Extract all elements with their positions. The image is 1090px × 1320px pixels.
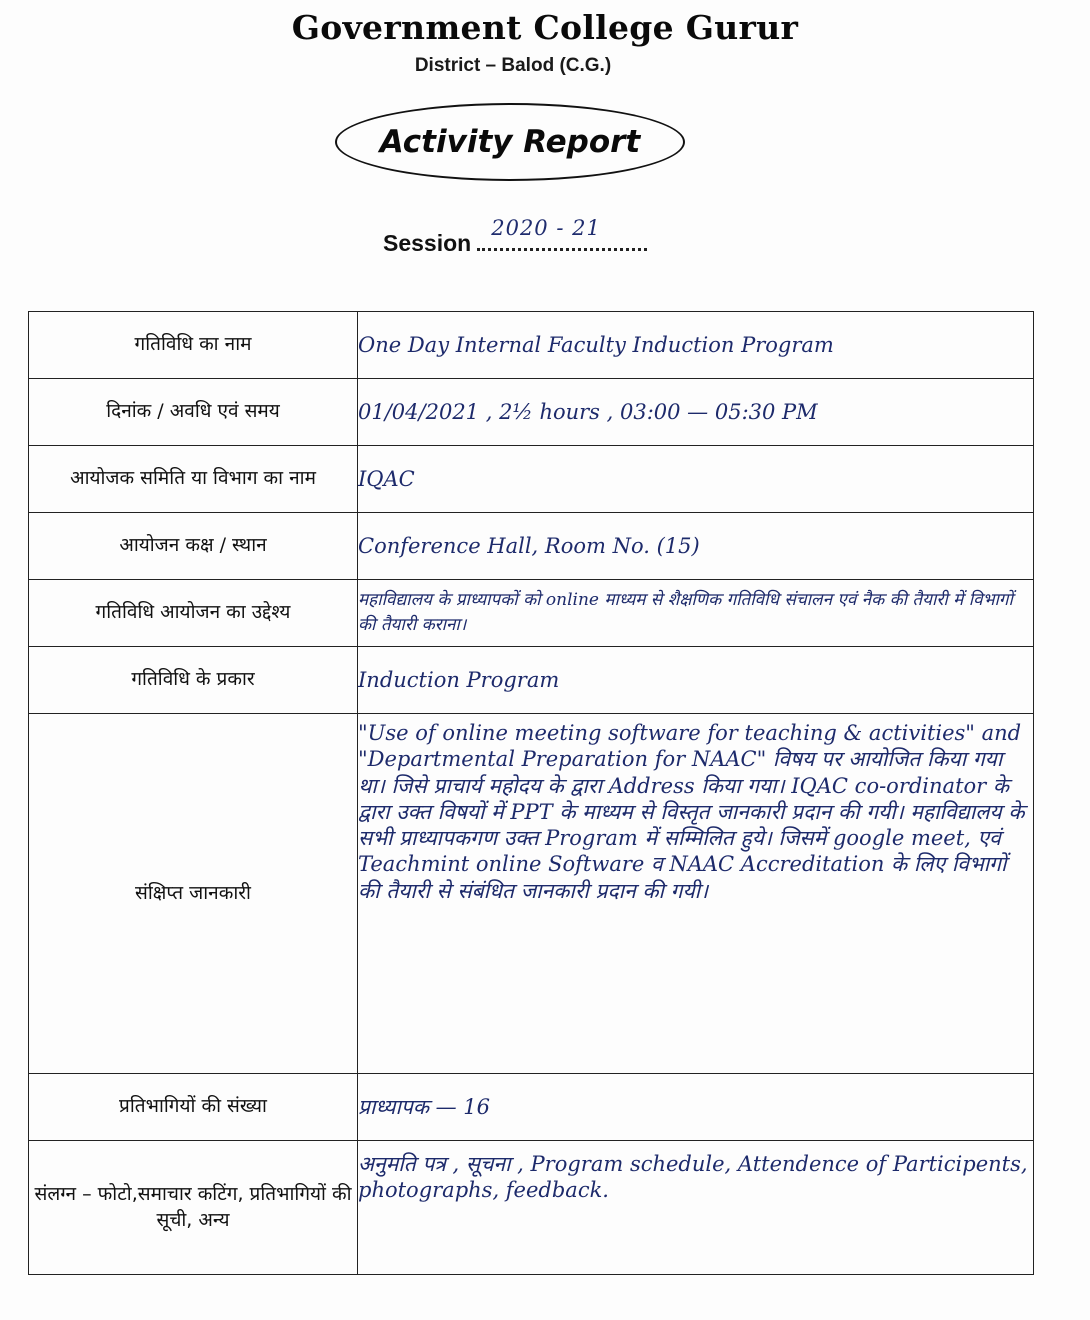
report-title: Activity Report	[379, 124, 641, 160]
row-value-participant-count: प्राध्यापक — 16	[358, 1074, 1034, 1141]
row-label-participant-count: प्रतिभागियों की संख्या	[29, 1074, 358, 1141]
row-label-venue: आयोजन कक्ष / स्थान	[29, 513, 358, 580]
report-title-ellipse	[335, 103, 685, 181]
table-row	[29, 1141, 1034, 1275]
session-value: 2020 - 21	[491, 216, 601, 240]
row-label-attachments: संलग्न – फोटो,समाचार कटिंग, प्रतिभागियों की सूची, अन्य	[29, 1141, 358, 1275]
table-row	[29, 312, 1034, 379]
row-label-activity-type: गतिविधि के प्रकार	[29, 647, 358, 714]
table-row	[29, 513, 1034, 580]
activity-report-table	[28, 311, 1034, 1275]
district-line: District – Balod (C.G.)	[414, 55, 612, 76]
row-value-venue: Conference Hall, Room No. (15)	[358, 513, 1034, 580]
row-label-activity-name: गतिविधि का नाम	[29, 312, 358, 379]
row-value-activity-name: One Day Internal Faculty Induction Program	[358, 312, 1034, 379]
table-row	[29, 714, 1034, 1074]
table-row	[29, 580, 1034, 647]
row-value-attachments: अनुमति पत्र , सूचना , Program schedule, Attendence of Participents, photographs, feedback.	[358, 1141, 1034, 1275]
row-label-date-duration: दिनांक / अवधि एवं समय	[29, 379, 358, 446]
table-row	[29, 1074, 1034, 1141]
row-value-date-duration: 01/04/2021 , 2½ hours , 03:00 — 05:30 PM	[358, 379, 1034, 446]
row-value-activity-type: Induction Program	[358, 647, 1034, 714]
row-value-organizer: IQAC	[358, 446, 1034, 513]
session-dotted-line	[477, 216, 647, 251]
table-row	[29, 379, 1034, 446]
session-label: Session	[383, 230, 472, 256]
row-label-summary: संक्षिप्त जानकारी	[29, 714, 358, 1074]
table-row	[29, 647, 1034, 714]
session-line	[383, 216, 647, 257]
row-label-organizer: आयोजक समिति या विभाग का नाम	[29, 446, 358, 513]
row-label-objective: गतिविधि आयोजन का उद्देश्य	[29, 580, 358, 647]
college-name: Government College Gurur	[291, 8, 799, 47]
row-value-objective: महाविद्यालय के प्राध्यापकों को online माध्यम से शैक्षणिक गतिविधि संचालन एवं नैक की तैयारी में विभागों की तैयारी कराना।	[358, 580, 1034, 647]
row-value-summary: "Use of online meeting software for teaching & activities" and "Departmental Preparation for NAAC" विषय पर आयोजित किया गया था। जिसे प्राचार्य महोदय के द्वारा Address किया गया। IQAC co-ordinator के द्वारा उक्त विषयों में PPT के माध्यम से विस्तृत जानकारी प्रदान की गयी। महाविद्यालय के सभी प्राध्यापकगण उक्त Program में सम्मिलित हुये। जिसमें google meet, एवं Teachmint online Software व NAAC Accreditation के लिए विभागों की तैयारी से संबंधित जानकारी प्रदान की गयी।	[358, 714, 1034, 1074]
table-row	[29, 446, 1034, 513]
